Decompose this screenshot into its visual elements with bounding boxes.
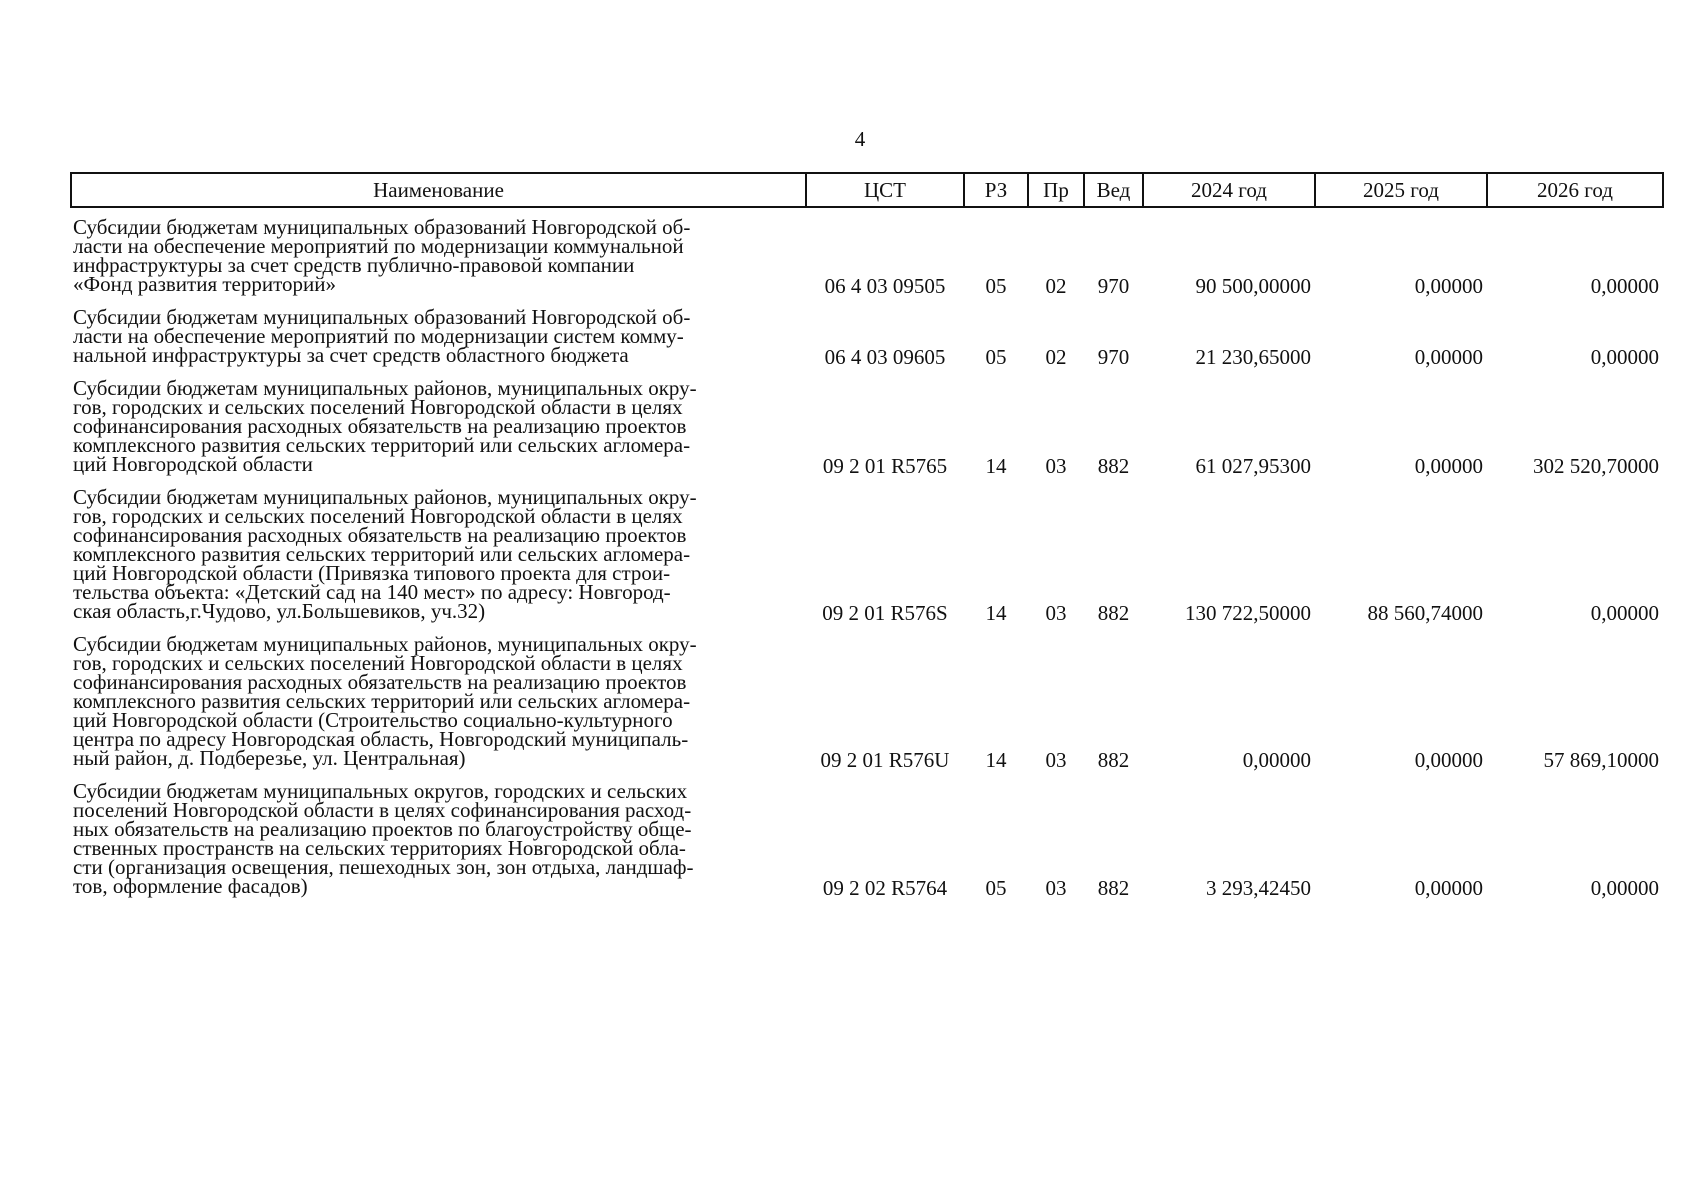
row-rz: 05 — [985, 274, 1007, 298]
row-cst: 09 2 01 R576U — [820, 748, 950, 772]
header-2024: 2024 год — [1143, 173, 1315, 207]
row-2026: 0,00000 — [1590, 601, 1659, 625]
row-2026: 0,00000 — [1590, 345, 1659, 369]
row-2025: 0,00000 — [1414, 876, 1483, 900]
header-rz: РЗ — [964, 173, 1028, 207]
row-name: Субсидии бюджетам муниципальных районов, муниципальных окру- гов, городских и сельских поселений Новгородской области в целях софинансирования расходных обязательств на реализацию проектов комплексного развития сельских территорий или сельских агломера- ций Новгородской области (Строительство социально-культурного центра по адресу Новгородская область, Новгородский муниципаль- ный район, д. Подберезье, ул. Центральная) — [73, 632, 697, 770]
table-row — [71, 625, 1663, 772]
table-row — [71, 369, 1663, 478]
row-2024: 0,00000 — [1242, 748, 1311, 772]
row-pr: 03 — [1045, 876, 1067, 900]
row-name: Субсидии бюджетам муниципальных образований Новгородской об- ласти на обеспечение мероприятий по модернизации систем комму- нальной инфраструктуры за счет средств областного бюджета — [73, 305, 691, 367]
row-name: Субсидии бюджетам муниципальных округов, городских и сельских поселений Новгородской области в целях софинансирования расход- ных обязательств на реализацию проектов по благоустройству обще- ственных пространств на сельских территориях Новгородской обла- сти (организация освещения, пешеходных зон, зон отдыха, ландшаф- тов, оформление фасадов) — [73, 779, 694, 898]
row-2024: 21 230,65000 — [1195, 345, 1311, 369]
row-cst: 09 2 02 R5764 — [822, 876, 948, 900]
row-2026: 0,00000 — [1590, 876, 1659, 900]
row-ved: 970 — [1097, 274, 1130, 298]
table-row — [71, 478, 1663, 625]
row-rz: 14 — [985, 748, 1007, 772]
header-ved: Вед — [1084, 173, 1143, 207]
row-name: Субсидии бюджетам муниципальных образований Новгородской об- ласти на обеспечение мероприятий по модернизации коммунальной инфраструктуры за счет средств публично-правовой компании «Фонд развития территорий» — [73, 215, 691, 296]
row-name: Субсидии бюджетам муниципальных районов, муниципальных окру- гов, городских и сельских поселений Новгородской области в целях софинансирования расходных обязательств на реализацию проектов комплексного развития сельских территорий или сельских агломера- ций Новгородской области (Привязка типового проекта для строи- тельства объекта: «Детский сад на 140 мест» по адресу: Новгород- ская область,г.Чудово, ул.Большевиков, уч.32) — [73, 485, 697, 623]
row-2026: 57 869,10000 — [1543, 748, 1659, 772]
row-rz: 05 — [985, 345, 1007, 369]
row-2025: 88 560,74000 — [1367, 601, 1483, 625]
row-pr: 02 — [1045, 274, 1067, 298]
table-row — [71, 207, 1663, 298]
header-name: Наименование — [71, 173, 806, 207]
table-header — [71, 173, 1663, 207]
header-pr: Пр — [1028, 173, 1084, 207]
table-row — [71, 772, 1663, 900]
row-rz: 14 — [985, 601, 1007, 625]
row-cst: 06 4 03 09505 — [824, 274, 946, 298]
page-number: 4 — [854, 127, 866, 151]
header-2025: 2025 год — [1315, 173, 1487, 207]
table-row — [71, 298, 1663, 369]
row-2025: 0,00000 — [1414, 454, 1483, 478]
row-pr: 02 — [1045, 345, 1067, 369]
row-cst: 09 2 01 R576S — [822, 601, 948, 625]
row-rz: 05 — [985, 876, 1007, 900]
row-pr: 03 — [1045, 454, 1067, 478]
row-pr: 03 — [1045, 748, 1067, 772]
header-cst: ЦСТ — [806, 173, 964, 207]
row-rz: 14 — [985, 454, 1007, 478]
row-2026: 302 520,70000 — [1533, 454, 1659, 478]
row-cst: 06 4 03 09605 — [824, 345, 946, 369]
row-2026: 0,00000 — [1590, 274, 1659, 298]
row-ved: 882 — [1097, 748, 1130, 772]
row-ved: 970 — [1097, 345, 1130, 369]
row-pr: 03 — [1045, 601, 1067, 625]
row-ved: 882 — [1097, 876, 1130, 900]
row-2025: 0,00000 — [1414, 274, 1483, 298]
row-2024: 90 500,00000 — [1195, 274, 1311, 298]
header-row — [71, 173, 1663, 207]
row-2024: 130 722,50000 — [1185, 601, 1311, 625]
row-2024: 61 027,95300 — [1195, 454, 1311, 478]
row-name: Субсидии бюджетам муниципальных районов, муниципальных окру- гов, городских и сельских поселений Новгородской области в целях софинансирования расходных обязательств на реализацию проектов комплексного развития сельских территорий или сельских агломера- ций Новгородской области — [73, 376, 697, 476]
row-ved: 882 — [1097, 601, 1130, 625]
budget-table — [70, 172, 1664, 900]
row-ved: 882 — [1097, 454, 1130, 478]
row-cst: 09 2 01 R5765 — [822, 454, 948, 478]
table-body — [71, 207, 1663, 900]
row-2024: 3 293,42450 — [1206, 876, 1311, 900]
header-2026: 2026 год — [1487, 173, 1663, 207]
row-2025: 0,00000 — [1414, 345, 1483, 369]
row-2025: 0,00000 — [1414, 748, 1483, 772]
